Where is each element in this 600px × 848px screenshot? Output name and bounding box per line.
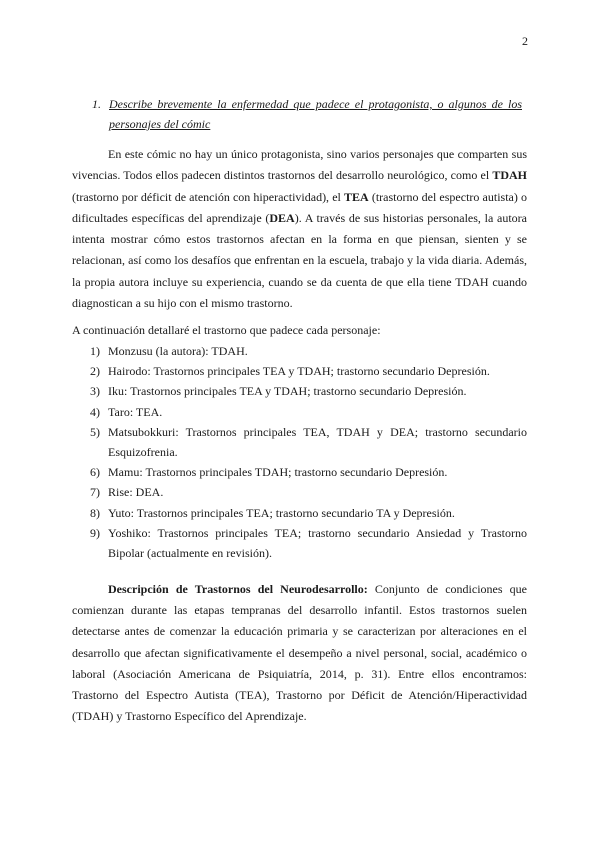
- intro-tdah: TDAH: [492, 168, 527, 183]
- question-number: 1.: [92, 97, 101, 111]
- list-item: [90, 523, 527, 563]
- list-item-text: Matsubokkuri: Trastornos principales TEA, TDAH y DEA; trastorno secundario Esquizofrenia.: [108, 424, 527, 460]
- description-paragraph: [72, 579, 527, 727]
- list-item-number: 2): [90, 364, 100, 379]
- list-item-number: 7): [90, 485, 100, 500]
- list-item-text: Yuto: Trastornos principales TEA; trastorno secundario TA y Depresión.: [108, 505, 455, 520]
- intro-text-1: En este cómic no hay un único protagonista, sino varios personajes que comparten sus vivencias. Todos ellos padecen distintos trastornos del desarrollo neurológico, como el: [72, 147, 527, 183]
- intro-paragraph: [72, 144, 527, 314]
- list-item: [90, 361, 527, 381]
- list-item-text: Hairodo: Trastornos principales TEA y TDAH; trastorno secundario Depresión.: [108, 364, 490, 379]
- list-item: [90, 482, 527, 502]
- list-item: [90, 462, 527, 482]
- list-item-text: Rise: DEA.: [108, 485, 164, 500]
- list-item-text: Mamu: Trastornos principales TDAH; trastorno secundario Depresión.: [108, 465, 448, 480]
- list-item-text: Monzusu (la autora): TDAH.: [108, 344, 248, 358]
- intro-text-4: ). A través de sus historias personales, la autora intenta mostrar cómo estos trastornos afectan en la forma en que piensan, sienten y se relacionan, así como los desafíos que enfrentan en la escuela, trabajo y la vida diaria. Además, la propia autora incluye su experiencia, cuando se da cuenta de que ella tiene TDAH cuando diagnostican a su hijo con el mismo trastorno.: [72, 210, 527, 311]
- description-title: Descripción de Trastornos del Neurodesarrollo:: [108, 582, 368, 596]
- intro-tea: TEA: [344, 189, 369, 204]
- question-heading: [92, 94, 522, 134]
- list-item-number: 5): [90, 424, 100, 439]
- list-item-number: 1): [90, 344, 100, 358]
- list-item: [90, 402, 527, 422]
- question-text: Describe brevemente la enfermedad que padece el protagonista, o algunos de los personajes del cómic: [109, 97, 522, 131]
- intro-text-3: (trastorno del espectro autista) o dificultades específicas del aprendizaje (: [72, 189, 527, 225]
- list-item: [90, 381, 527, 401]
- list-item: [90, 422, 527, 462]
- list-item-number: 8): [90, 505, 100, 520]
- list-item: [90, 503, 527, 523]
- list-item-number: 4): [90, 404, 100, 419]
- intro-dea: DEA: [269, 210, 295, 225]
- list-item-text: Iku: Trastornos principales TEA y TDAH; trastorno secundario Depresión.: [108, 384, 467, 399]
- description-body: Conjunto de condiciones que comienzan durante las etapas tempranas del desarrollo infantil. Estos trastornos suelen detectarse antes de comenzar la educación primaria y se caracterizan por alteraciones en el desarrollo que afectan significativamente el desempeño a nivel personal, social, académico o laboral (Asociación Americana de Psiquiatría, 2014, p. 31). Entre ellos encontramos: Trastorno del Espectro Autista (TEA), Trastorno por Déficit de Atención/Hiperactividad (TDAH) y Trastorno Específico del Aprendizaje.: [72, 582, 528, 724]
- intro-text-2: (trastorno por déficit de atención con hiperactividad), el: [72, 189, 344, 204]
- list-item-text: Taro: TEA.: [108, 404, 163, 419]
- list-item-number: 9): [90, 525, 100, 540]
- character-list: [90, 341, 527, 563]
- page-number: 2: [522, 34, 528, 48]
- list-item-text: Yoshiko: Trastornos principales TEA; trastorno secundario Ansiedad y Trastorno Bipolar (actualmente en revisión).: [108, 525, 527, 561]
- list-item-number: 3): [90, 384, 100, 399]
- list-item-number: 6): [90, 465, 100, 480]
- list-intro: A continuación detallaré el trastorno que padece cada personaje:: [72, 323, 381, 337]
- list-item: [90, 341, 527, 361]
